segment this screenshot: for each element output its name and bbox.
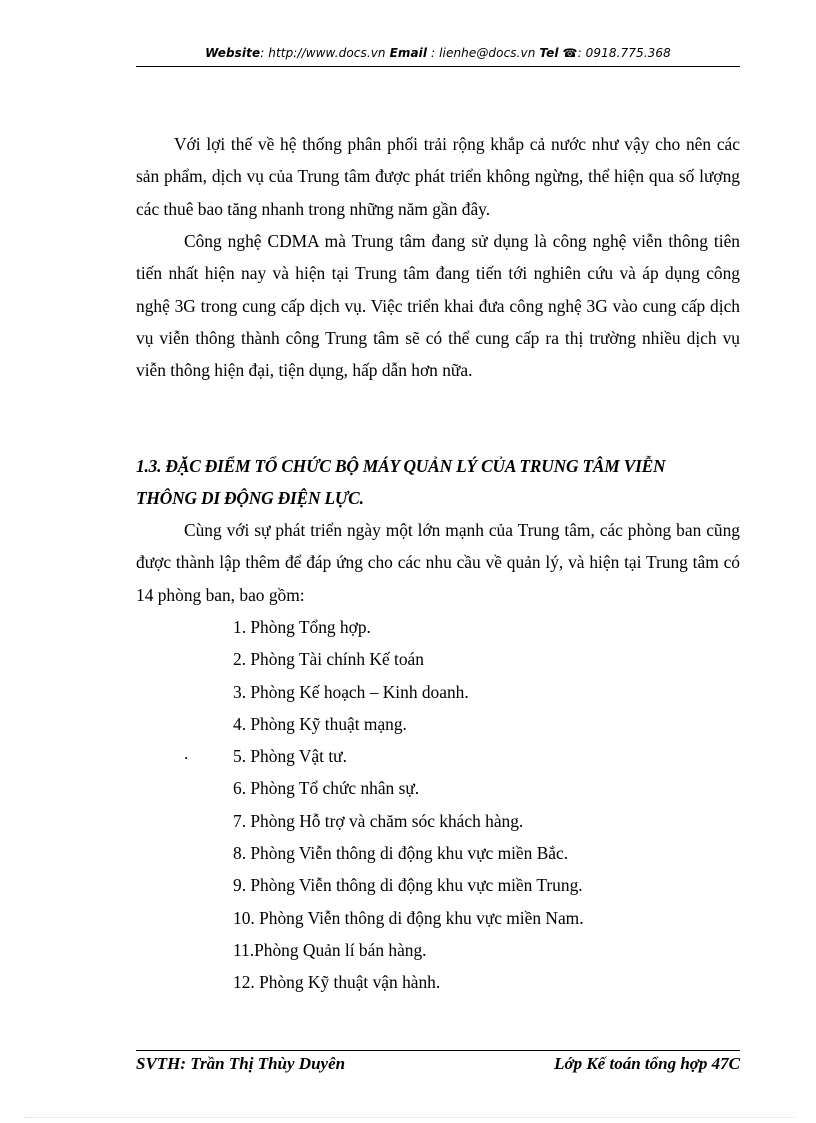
footer-divider [136, 1050, 740, 1051]
paragraph-distribution: Với lợi thế về hệ thống phân phối trải rộng khắp cả nước như vậy cho nên các sản phẩm, dịch vụ của Trung tâm được phát triển không ngừng, thể hiện qua số lượng các thuê bao tăng nhanh trong những năm gần đây. [136, 134, 740, 219]
phone-icon: ☎ [562, 46, 578, 60]
list-item: 10. Phòng Viễn thông di động khu vực miền Nam. [233, 907, 584, 928]
footer-author: SVTH: Trần Thị Thùy Duyên [136, 1054, 346, 1073]
tel-value: : 0918.775.368 [577, 46, 671, 60]
department-list [233, 611, 584, 999]
list-item: 6. Phòng Tổ chức nhân sự. [233, 778, 420, 799]
list-item: 7. Phòng Hỗ trợ và chăm sóc khách hàng. [233, 810, 524, 831]
paragraph-departments-intro: Cùng với sự phát triển ngày một lớn mạnh của Trung tâm, các phòng ban cũng được thành lập thêm để đáp ứng cho các nhu cầu về quản lý, và hiện tại Trung tâm có 14 phòng ban, bao gồm: [136, 520, 740, 605]
list-item: 2. Phòng Tài chính Kế toán [233, 649, 424, 670]
email-value: : lienhe@docs.vn [431, 46, 536, 60]
list-item: 4. Phòng Kỹ thuật mạng. [233, 713, 407, 734]
header-divider [136, 66, 740, 67]
list-item: 12. Phòng Kỹ thuật vận hành. [233, 972, 441, 993]
stray-mark: . [184, 744, 189, 763]
list-item: 8. Phòng Viễn thông di động khu vực miền Bắc. [233, 843, 569, 864]
email-label: Email [389, 46, 428, 60]
list-item: 9. Phòng Viễn thông di động khu vực miền Trung. [233, 875, 583, 896]
list-item: 5. Phòng Vật tư. [233, 746, 347, 767]
website-label: Website [205, 46, 261, 60]
footer-class: Lớp Kế toán tổng hợp 47C [554, 1054, 740, 1073]
section-heading-line-1: 1.3. ĐẶC ĐIỂM TỔ CHỨC BỘ MÁY QUẢN LÝ CỦA TRUNG TÂM VIỄN [136, 456, 666, 476]
tel-label: Tel [539, 46, 559, 60]
list-item: 1. Phòng Tổng hợp. [233, 617, 371, 637]
paragraph-technology: Công nghệ CDMA mà Trung tâm đang sử dụng là công nghệ viễn thông tiên tiến nhất hiện nay và hiện tại Trung tâm đang tiến tới nghiên cứu và áp dụng công nghệ 3G trong cung cấp dịch vụ. Việc triển khai đưa công nghệ 3G vào cung cấp dịch vụ viễn thông thành công Trung tâm sẽ có thể cung cấp ra thị trường nhiều dịch vụ viễn thông hiện đại, tiện dụng, hấp dẫn hơn nữa. [136, 231, 740, 381]
list-item: 11.Phòng Quản lí bán hàng. [233, 939, 427, 960]
website-value: : http://www.docs.vn [260, 46, 386, 60]
list-item: 3. Phòng Kế hoạch – Kinh doanh. [233, 681, 469, 702]
section-heading-line-2: THÔNG DI ĐỘNG ĐIỆN LỰC. [136, 488, 364, 508]
page-bottom-border [24, 1117, 794, 1118]
page-header [136, 46, 740, 60]
